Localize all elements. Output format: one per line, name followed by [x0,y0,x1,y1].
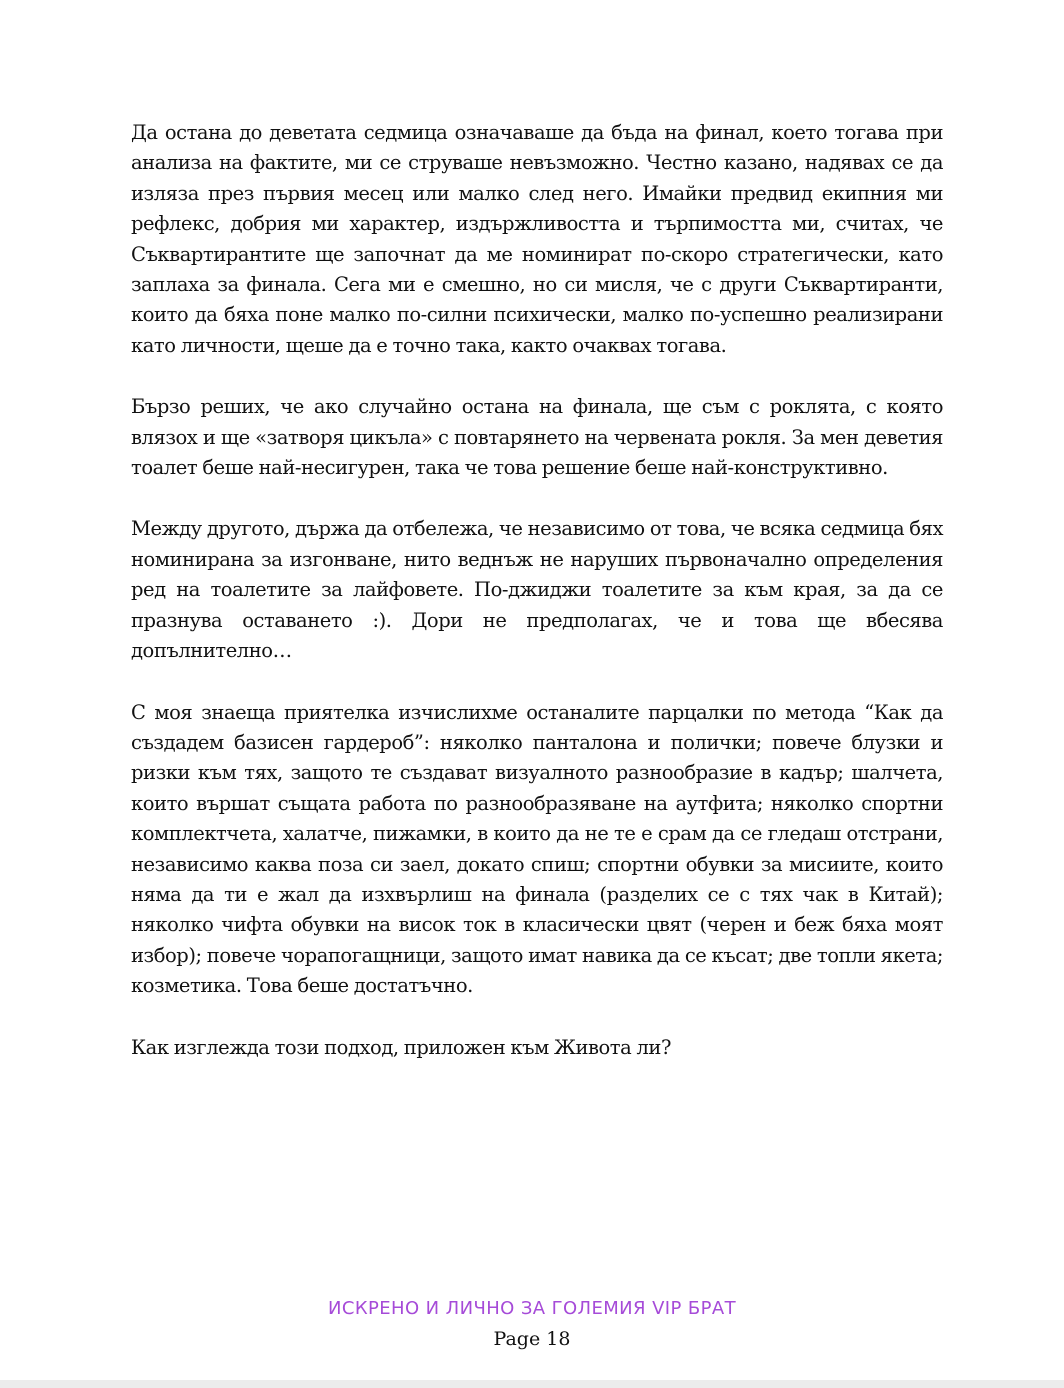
paragraph-2: Бързо реших, че ако случайно остана на финала, ще съм с роклята, с която влязох и ще «затворя цикъла» с повтарянето на червената рокля. За мен деветия тоалет беше най-несигурен, така че това решение беше най-конструктивно. [131,395,943,480]
body-text [131,118,943,1094]
page-number: Page 18 [493,1328,571,1350]
paragraph-5: Как изглежда този подход, приложен към Живота ли? [131,1035,671,1059]
paragraph-1: Да остана до деветата седмица означаваше да бъда на финал, което тогава при анализа на фактите, ми се струваше невъзможно. Честно казано, надявах се да изляза през първия месец или малко след него. Имайки предвид екипния ми рефлекс, добрия ми характер, издържливостта и търпимостта ми, считах, че Съквартирантите ще започнат да ме номинират по-скоро стратегически, като заплаха за финала. Сега ми е смешно, но си мисля, че с други Съквартиранти, които да бяха поне малко по-силни психически, малко по-успешно реализирани като личности, щеше да е точно така, както очаквах тогава. [131,121,943,357]
page-bottom-edge [0,1380,1064,1388]
paragraph-4: С моя знаеща приятелка изчислихме останалите парцалки по метода “Как да създадем базисен гардероб”: няколко панталона и полички; повече блузки и ризки към тях, защото те създават визуалното разнообразие в кадър; шалчета, които вършат същата работа по разнообразяване на аутфита; няколко спортни комплектчета, халатче, пижамки, в които да не те е срам да се гледаш отстрани, независимо каква поза си заел, докато спиш; спортни обувки за мисиите, които няма да ти е жал да изхвърлиш на финала (разделих се с тях чак в Китай); няколко чифта обувки на висок ток в класически цвят (черен и беж бяха моят избор); повече чорапогащници, защото имат навика да се късат; две топли якета; козметика. Това беше достатъчно. [131,700,943,998]
footer-book-title: ИСКРЕНО И ЛИЧНО ЗА ГОЛЕМИЯ VIP БРАТ [328,1298,736,1319]
paragraph-3: Между другото, държа да отбележа, че независимо от това, че всяка седмица бях номинирана за изгонване, нито веднъж не наруших първоначално определения ред на тоалетите за лайфовете. По-джиджи тоалетите за към края, за да се празнува оставането :). Дори не предполагах, че и това ще вбесява допълнително… [131,517,943,663]
